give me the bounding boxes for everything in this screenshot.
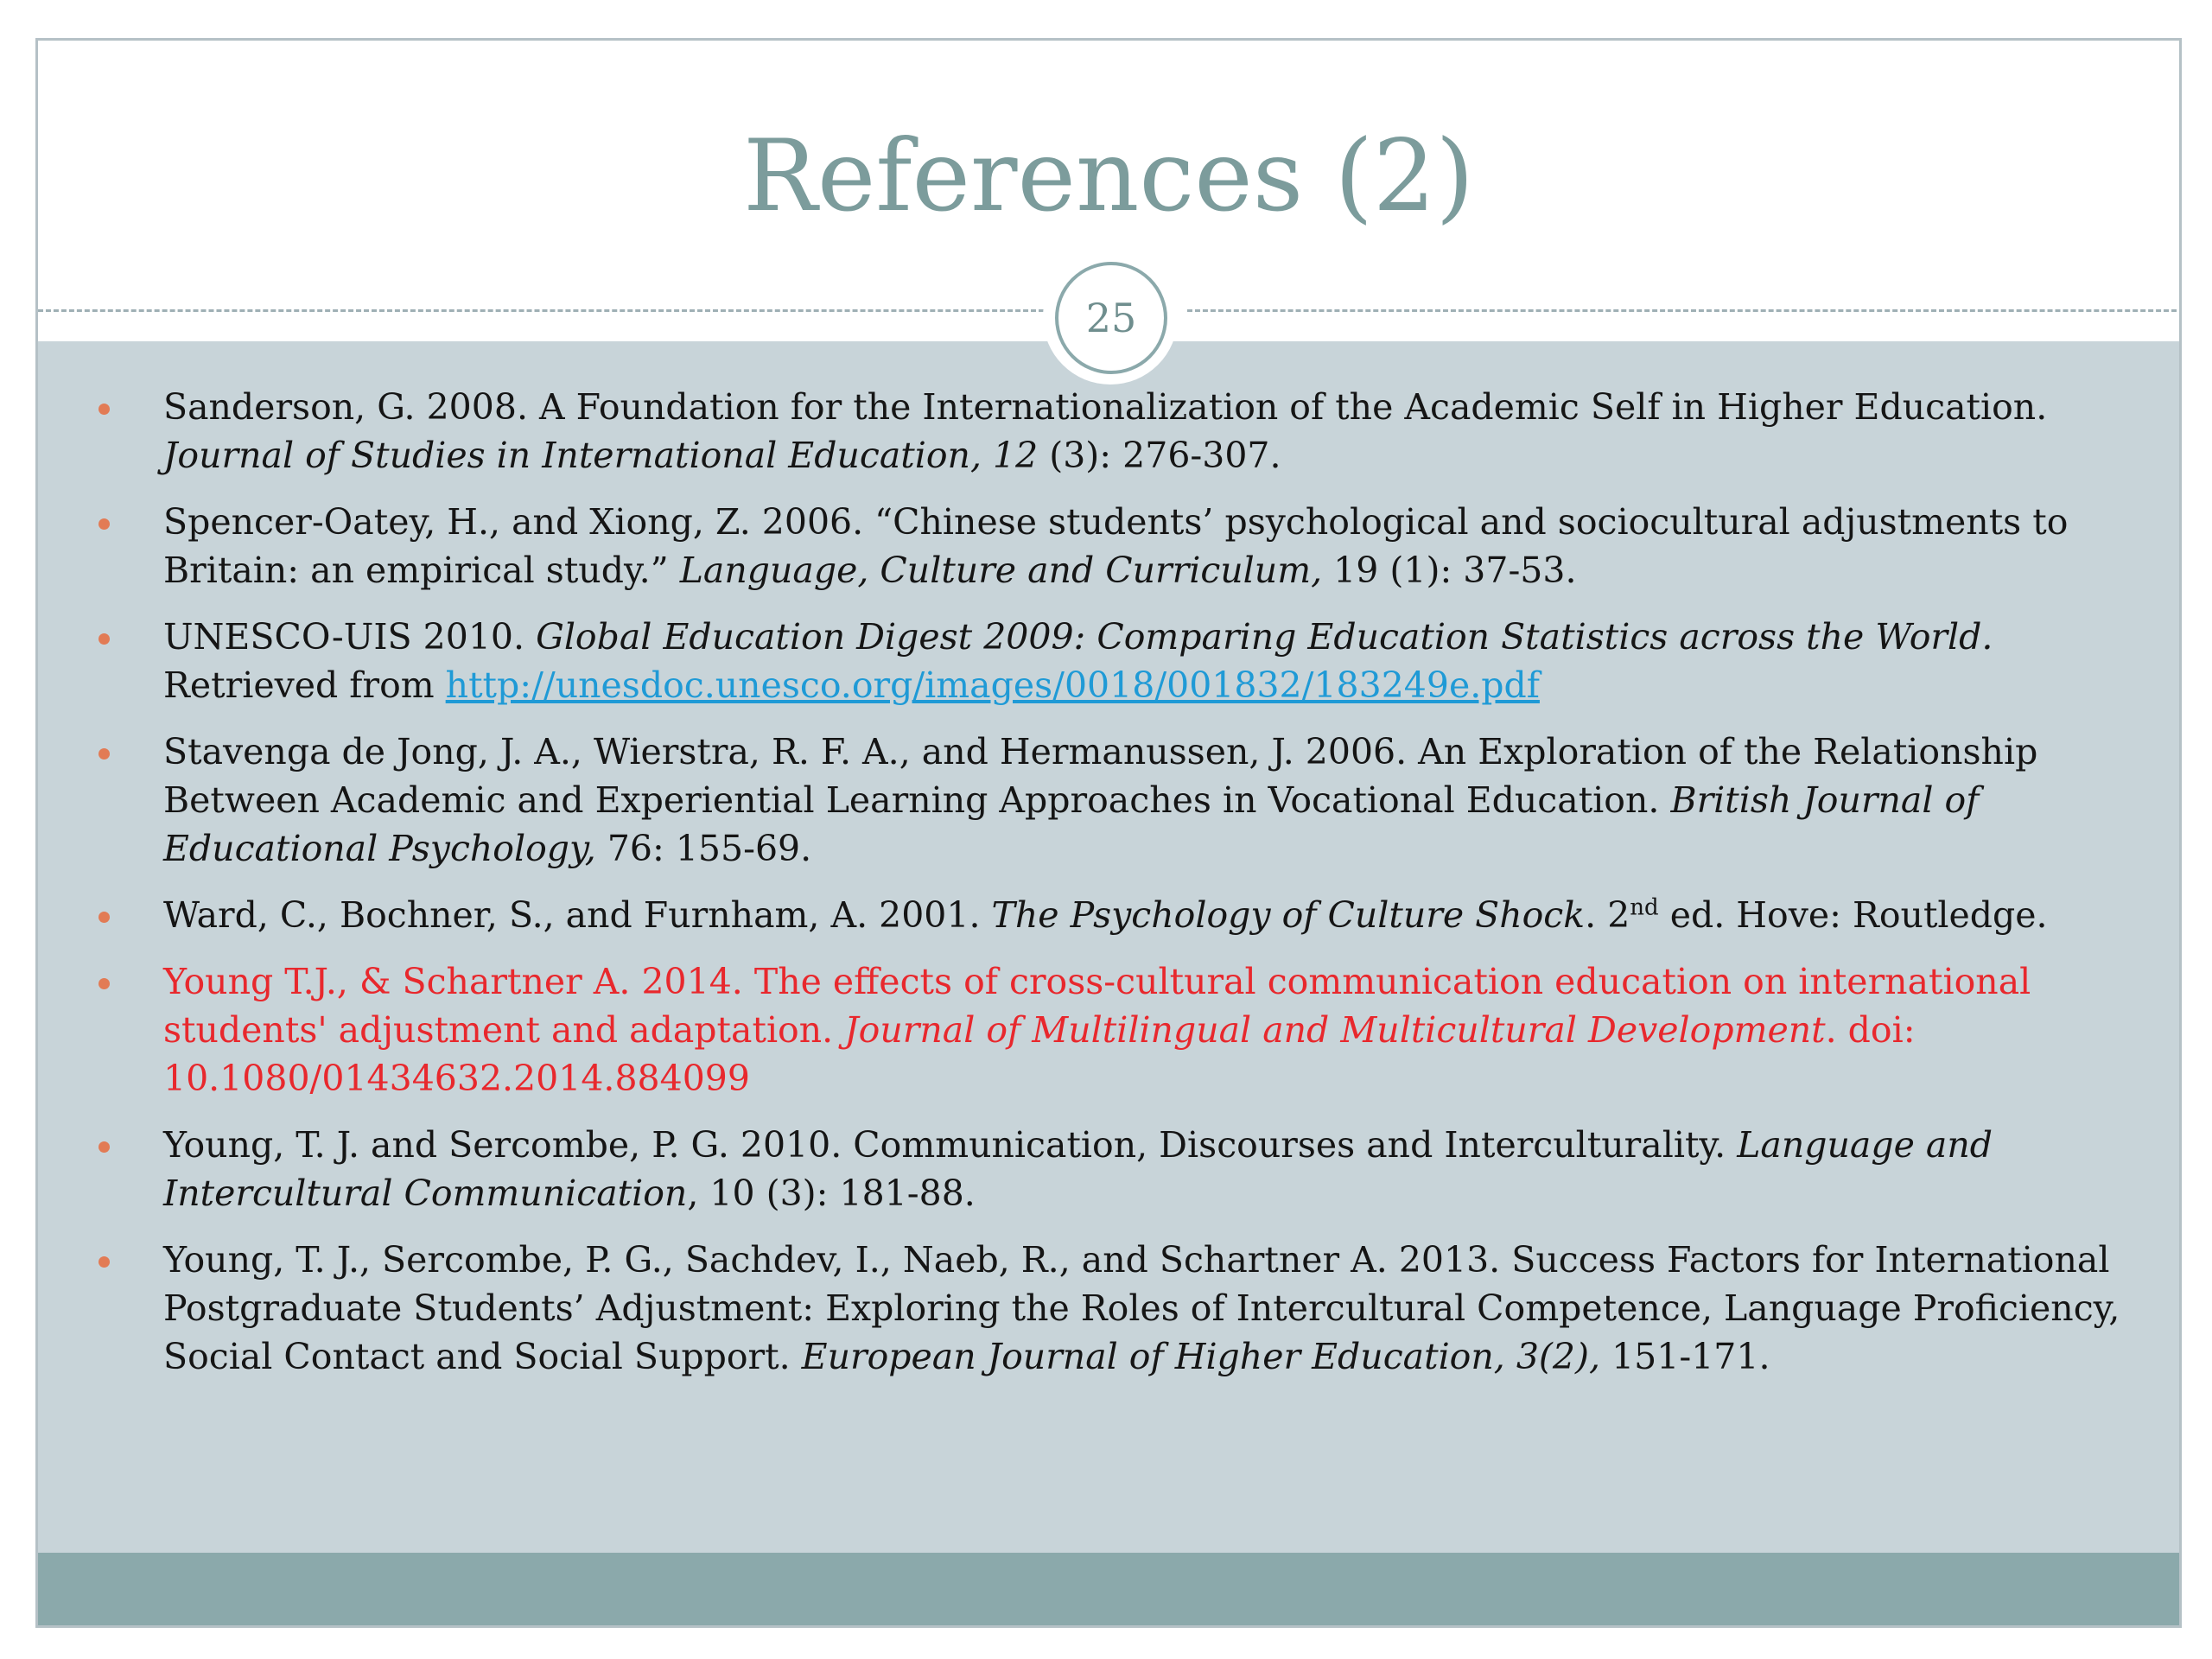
reference-item — [38, 891, 2179, 939]
bullet-icon — [99, 518, 110, 530]
reference-details: . doi: 10.1080/01434632.2014.884099 — [163, 1009, 1916, 1099]
reference-text: Sanderson, G. 2008. A Foundation for the Internationalization of the Academic Self in Higher Education. — [163, 386, 2048, 428]
reference-edition-suffix: nd — [1630, 894, 1659, 921]
bullet-icon — [99, 633, 110, 645]
reference-list — [38, 383, 2179, 1399]
reference-journal: European Journal of Higher Education, 3(2), — [801, 1336, 1601, 1377]
reference-details: 151-171. — [1600, 1336, 1770, 1377]
reference-item — [38, 383, 2179, 480]
reference-edition: . 2 — [1585, 894, 1630, 936]
reference-text: Stavenga de Jong, J. A., Wierstra, R. F. A., and Hermanussen, J. 2006. An Exploration of the Relationship Between Academic and Experiential Learning Approaches in Vocational Education. — [163, 731, 2038, 821]
divider-dashed-left — [38, 309, 1044, 312]
bullet-icon — [99, 1256, 110, 1268]
reference-text: Spencer-Oatey, H., and Xiong, Z. 2006. “Chinese students’ psychological and sociocultural adjustments to Britain: an empirical study.” — [163, 501, 2069, 591]
reference-item — [38, 728, 2179, 873]
reference-retrieved: Retrieved from — [163, 664, 446, 706]
reference-item — [38, 1121, 2179, 1217]
reference-journal: Journal of Multilingual and Multicultural Development — [844, 1009, 1826, 1051]
bullet-icon — [99, 1141, 110, 1153]
reference-details: 76: 155-69. — [595, 828, 812, 869]
reference-journal: Journal of Studies in International Education, 12 — [163, 435, 1039, 476]
bullet-icon — [99, 748, 110, 760]
reference-item — [38, 613, 2179, 709]
reference-journal: Global Education Digest 2009: Comparing Education Statistics across the World. — [536, 616, 1993, 658]
divider-dashed-right — [1187, 309, 2182, 312]
reference-text: UNESCO-UIS 2010. — [163, 616, 537, 658]
reference-journal: The Psychology of Culture Shock — [991, 894, 1586, 936]
reference-text: Young, T. J., Sercombe, P. G., Sachdev, I., Naeb, R., and Schartner A. 2013. Success Factors for International Postgraduate Students’ Adjustment: Exploring the Roles of Intercultural Competence, Language Proficiency, Social Contact and Social Support. — [163, 1239, 2120, 1377]
reference-link[interactable]: http://unesdoc.unesco.org/images/0018/001832/183249e.pdf — [445, 664, 1540, 706]
reference-item — [38, 498, 2179, 594]
page-number-badge — [1043, 250, 1178, 385]
bullet-icon — [99, 404, 110, 415]
bullet-icon — [99, 912, 110, 923]
footer-band — [38, 1553, 2179, 1628]
reference-details: ed. Hove: Routledge. — [1658, 894, 2048, 936]
reference-details: , 10 (3): 181-88. — [687, 1173, 976, 1214]
reference-journal: Language, Culture and Curriculum, — [679, 550, 1323, 591]
reference-text: Ward, C., Bochner, S., and Furnham, A. 2001. — [163, 894, 992, 936]
reference-text: Young T.J., & Schartner A. 2014. The effects of cross-cultural communication education on international students' adjustment and adaptation. — [163, 961, 2031, 1051]
reference-details: 19 (1): 37-53. — [1322, 550, 1577, 591]
page-number: 25 — [1055, 262, 1167, 374]
slide-title: References (2) — [743, 118, 1474, 233]
reference-details: (3): 276-307. — [1038, 435, 1281, 476]
reference-journal: Language and Intercultural Communication — [163, 1124, 1993, 1214]
bullet-icon — [99, 978, 110, 989]
reference-item-highlighted — [38, 957, 2179, 1103]
reference-journal: British Journal of Educational Psychology, — [163, 779, 1980, 869]
slide — [35, 38, 2182, 1628]
reference-item — [38, 1236, 2179, 1381]
reference-text: Young, T. J. and Sercombe, P. G. 2010. Communication, Discourses and Interculturality. — [163, 1124, 1738, 1166]
